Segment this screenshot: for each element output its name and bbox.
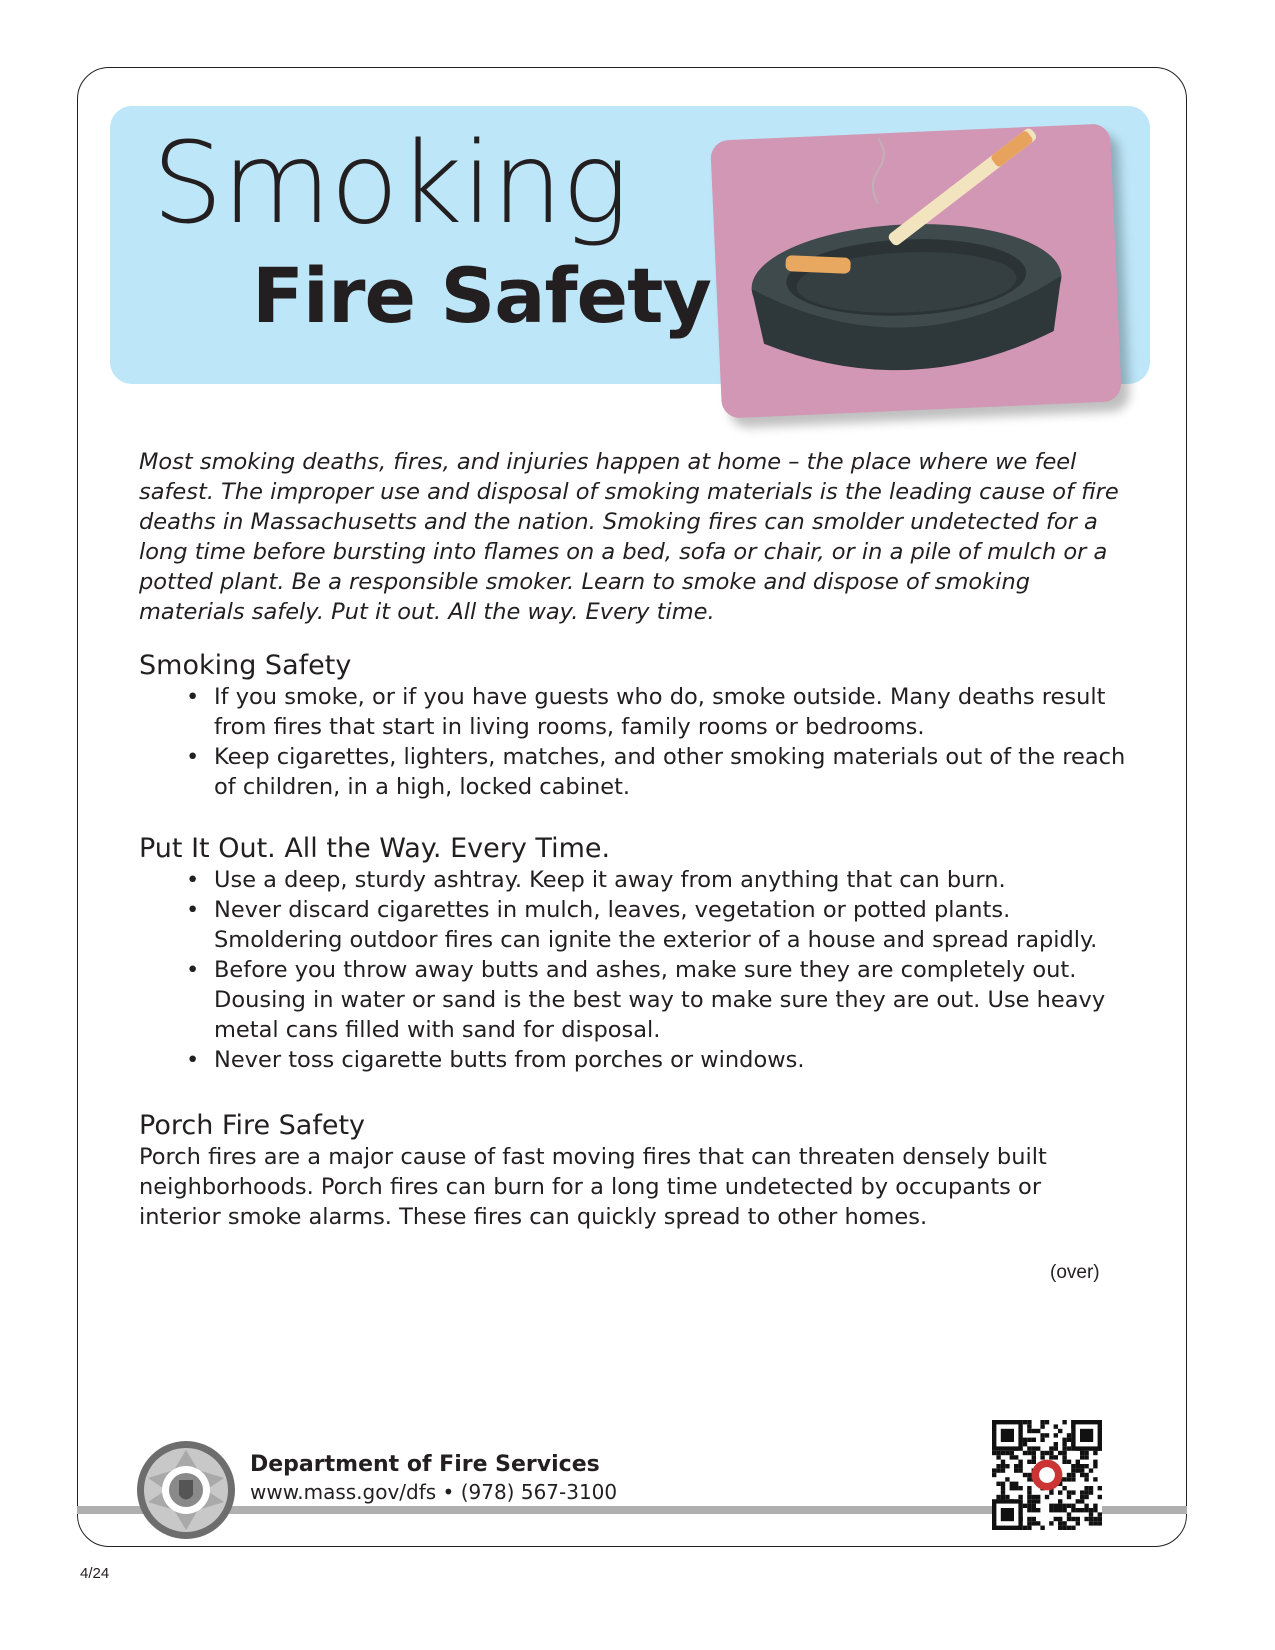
section-heading: Smoking Safety [139,650,352,681]
intro-paragraph: Most smoking deaths, fires, and injuries happen at home – the place where we feel safest. The improper use and disposal of smoking materials is the leading cause of fire deaths in Massachusetts and the nation. Smoking fires can smolder undetected for a long time before bursting into flames on a bed, sofa or chair, or in a pile of mulch or a potted plant. Be a responsible smoker. Learn to smoke and dispose of smoking materials safely. Put it out. All the way. Every time. [139,449,1119,625]
section-porch-fire-safety [139,1110,1129,1232]
over-note: (over) [1050,1262,1100,1283]
list-item: • Never discard cigarettes in mulch, leaves, vegetation or potted plants. Smoldering outdoor fires can ignite the exterior of a house and spread rapidly. [214,895,1129,955]
section-heading: Put It Out. All the Way. Every Time. [139,833,611,864]
date-code: 4/24 [80,1565,110,1582]
qr-code-icon[interactable] [992,1420,1102,1530]
list-item: • Never toss cigarette butts from porches or windows. [214,1045,1129,1075]
list-item: • If you smoke, or if you have guests who do, smoke outside. Many deaths result from fires that start in living rooms, family rooms or bedrooms. [214,682,1129,742]
ashtray-illustration [710,123,1122,418]
title-fire-safety: Fire Safety [252,251,711,340]
section-put-it-out [139,833,1129,1075]
section-body: Porch fires are a major cause of fast moving fires that can threaten densely built neighborhoods. Porch fires can burn for a long time undetected by occupants or interior smoke alarms. These fires can quickly spread to other homes. [139,1144,1047,1230]
dfs-logo-icon [136,1440,236,1540]
list-item: • Use a deep, sturdy ashtray. Keep it away from anything that can burn. [214,865,1129,895]
title-smoking: Smoking [152,119,628,249]
list-item: • Before you throw away butts and ashes, make sure they are completely out. Dousing in water or sand is the best way to make sure they are out. Use heavy metal cans filled with sand for disposal. [214,955,1129,1045]
department-name: Department of Fire Services [250,1452,600,1477]
section-heading: Porch Fire Safety [139,1110,366,1141]
department-contact[interactable]: www.mass.gov/dfs • (978) 567-3100 [250,1480,618,1504]
list-item: • Keep cigarettes, lighters, matches, and other smoking materials out of the reach of children, in a high, locked cabinet. [214,742,1129,802]
section-smoking-safety [139,650,1129,802]
